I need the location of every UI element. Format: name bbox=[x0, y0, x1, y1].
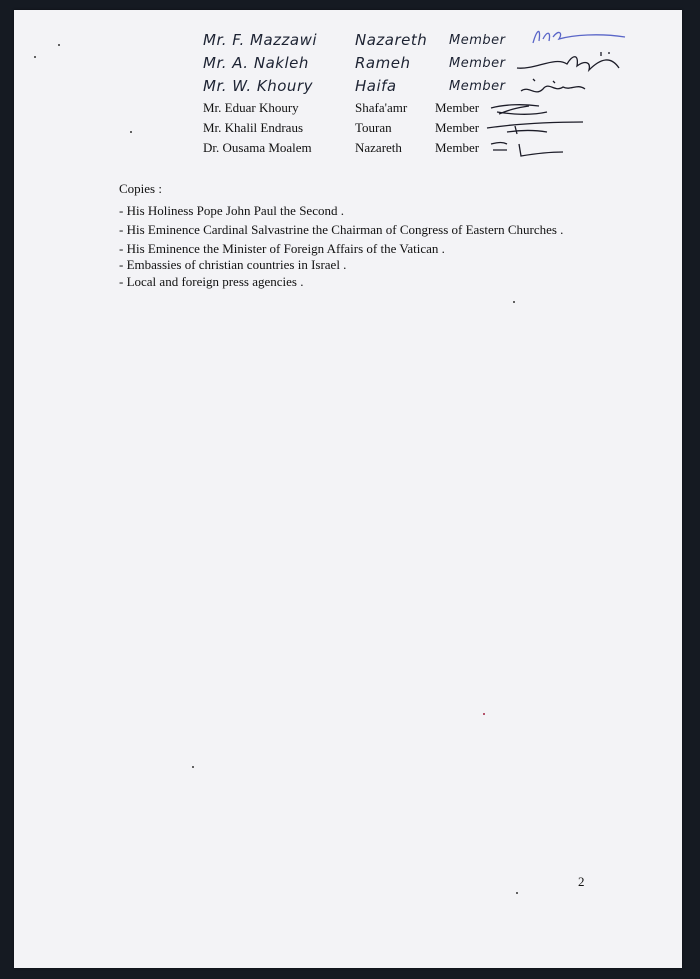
signature-icon bbox=[515, 50, 635, 76]
member-role: Member bbox=[435, 100, 480, 115]
copies-section bbox=[119, 181, 563, 291]
page-number: 2 bbox=[578, 874, 585, 889]
member-name: Mr. A. Nakleh bbox=[203, 54, 309, 72]
list-item: - His Eminence the Minister of Foreign Affairs of the Vatican . bbox=[119, 241, 445, 256]
list-item: - Local and foreign press agencies . bbox=[119, 274, 304, 289]
member-role: Member bbox=[449, 56, 506, 71]
paper-speck bbox=[516, 892, 518, 894]
member-role: Member bbox=[435, 120, 480, 135]
paper-speck bbox=[34, 56, 36, 58]
paper-speck bbox=[192, 766, 194, 768]
paper-speck bbox=[483, 713, 485, 715]
member-role: Member bbox=[449, 33, 506, 48]
member-role: Member bbox=[435, 140, 480, 155]
list-item: - Embassies of christian countries in Israel . bbox=[119, 257, 347, 272]
member-town: Nazareth bbox=[355, 31, 428, 49]
paper-speck bbox=[513, 301, 515, 303]
member-name: Dr. Ousama Moalem bbox=[203, 140, 312, 155]
member-town: Touran bbox=[355, 120, 392, 135]
member-role: Member bbox=[449, 79, 506, 94]
member-name: Mr. W. Khoury bbox=[203, 77, 313, 95]
list-item: - His Eminence Cardinal Salvastrine the Chairman of Congress of Eastern Churches . bbox=[119, 222, 564, 237]
member-name: Mr. F. Mazzawi bbox=[203, 31, 318, 49]
copies-list bbox=[119, 201, 563, 291]
paper-speck bbox=[58, 44, 60, 46]
member-town: Shafa'amr bbox=[355, 100, 408, 115]
signature-icon bbox=[485, 134, 605, 160]
copies-heading: Copies : bbox=[119, 181, 162, 196]
member-town: Nazareth bbox=[355, 140, 402, 155]
signature-icon bbox=[529, 23, 649, 49]
list-item: - His Holiness Pope John Paul the Second . bbox=[119, 203, 344, 218]
member-town: Haifa bbox=[355, 77, 397, 95]
member-name: Mr. Eduar Khoury bbox=[203, 100, 299, 115]
document-page bbox=[14, 10, 682, 968]
member-town: Rameh bbox=[355, 54, 411, 72]
member-name: Mr. Khalil Endraus bbox=[203, 120, 304, 135]
paper-speck bbox=[130, 131, 132, 133]
